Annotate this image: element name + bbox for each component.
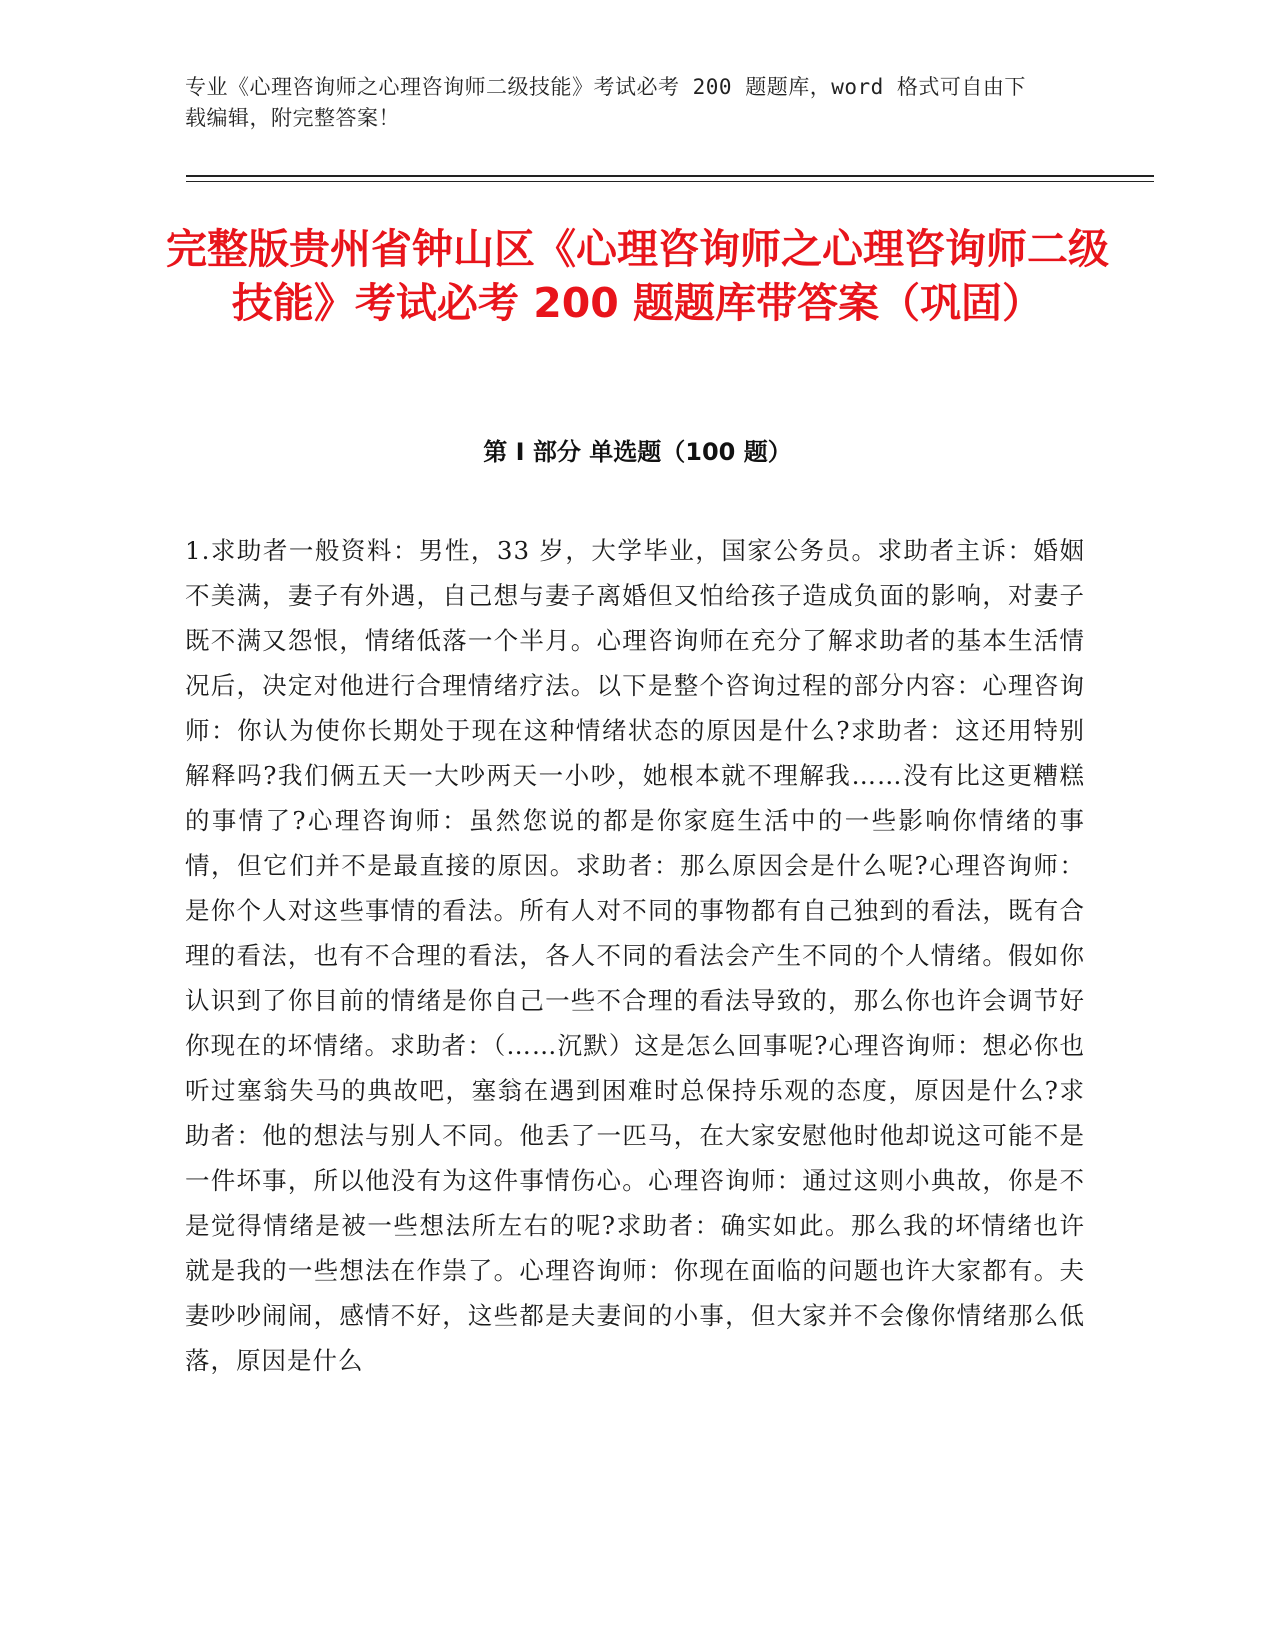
document-title: 完整版贵州省钟山区《心理咨询师之心理咨询师二级技能》考试必考 200 题题库带答案（巩固） [166, 225, 1109, 327]
section-heading: 第 I 部分 单选题（100 题） [483, 438, 792, 466]
question-text: 1.求助者一般资料：男性，33 岁，大学毕业，国家公务员。求助者主诉：婚姻不美满，妻子有外遇，自己想与妻子离婚但又怕给孩子造成负面的影响，对妻子既不满又怨恨，情绪低落一个半月。心理咨询师在充分了解求助者的基本生活情况后，决定对他进行合理情绪疗法。以下是整个咨询过程的部分内容：心理咨询师：你认为使你长期处于现在这种情绪状态的原因是什么?求助者：这还用特别解释吗?我们俩五天一大吵两天一小吵，她根本就不理解我……没有比这更糟糕的事情了?心理咨询师：虽然您说的都是你家庭生活中的一些影响你情绪的事情，但它们并不是最直接的原因。求助者：那么原因会是什么呢?心理咨询师：是你个人对这些事情的看法。所有人对不同的事物都有自己独到的看法，既有合理的看法，也有不合理的看法，各人不同的看法会产生不同的个人情绪。假如你认识到了你目前的情绪是你自己一些不合理的看法导致的，那么你也许会调节好你现在的坏情绪。求助者：（……沉默）这是怎么回事呢?心理咨询师：想必你也听过塞翁失马的典故吧，塞翁在遇到困难时总保持乐观的态度，原因是什么?求助者：他的想法与别人不同。他丢了一匹马，在大家安慰他时他却说这可能不是一件坏事，所以他没有为这件事情伤心。心理咨询师：通过这则小典故，你是不是觉得情绪是被一些想法所左右的呢?求助者：确实如此。那么我的坏情绪也许就是我的一些想法在作祟了。心理咨询师：你现在面临的问题也许大家都有。夫妻吵吵闹闹，感情不好，这些都是夫妻间的小事，但大家并不会像你情绪那么低落，原因是什么 [185, 536, 1085, 1375]
header-note: 专业《心理咨询师之心理咨询师二级技能》考试必考 200 题题库，word 格式可自由下载编辑，附完整答案！ [185, 75, 1026, 130]
header-divider-thick [186, 175, 1154, 177]
header-divider-thin [186, 181, 1154, 182]
